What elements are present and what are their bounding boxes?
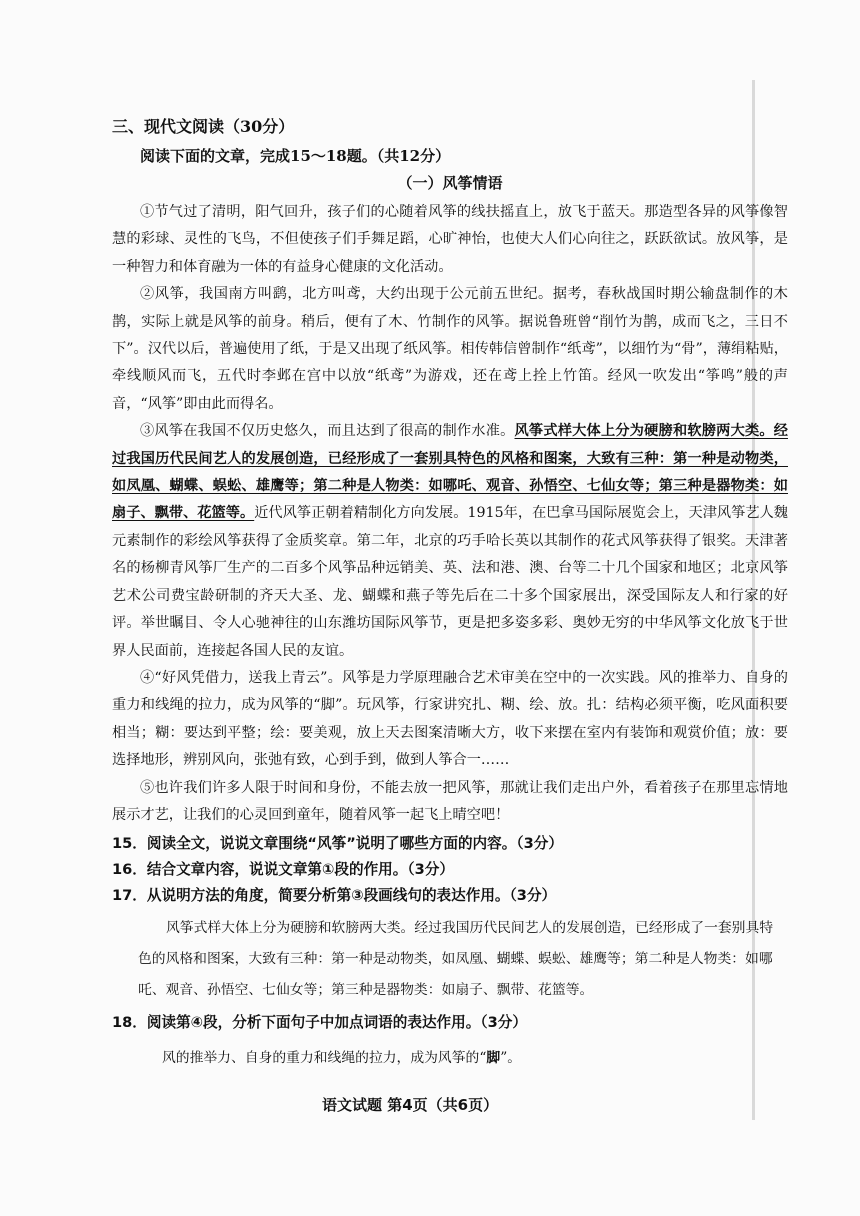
article-title: （一）风筝情语 — [397, 174, 503, 192]
paragraph-3-start: ③风筝在我国不仅历史悠久，而且达到了很高的制作水准。 — [140, 423, 515, 440]
question-17: 17．从说明方法的角度，简要分析第③段画线句的表达作用。（3分） — [112, 887, 557, 905]
question-15: 15．阅读全文，说说文章围绕“风筝”说明了哪些方面的内容。（3分） — [112, 835, 563, 853]
paragraph-2: ②风筝，我国南方叫鹞，北方叫鸢，大约出现于公元前五世纪。据考，春秋战国时期公输盘制作的木鹊，实际上就是风筝的前身。稍后，便有了木、竹制作的风筝。据说鲁班曾“削竹为鹊，成而飞之，三日不下”。汉代以后，普遍使用了纸，于是又出现了纸风筝。相传韩信曾制作“纸鸢”，以细竹为“骨”，薄绢粘贴，牵线顺风而飞，五代时李邺在宫中以放“纸鸢”为游戏，还在鸢上拴上竹笛。经风一吹发出“筝鸣”般的声音，“风筝”即由此而得名。 — [112, 286, 788, 412]
paragraph-3-underlined-sentence: 风筝式样大体上分为硬膀和软膀两大类。经过我国历代民间艺人的发展创造，已经形成了一套别具特色的风格和图案，大致有三种：第一种是动物类，如凤凰、蝴蝶、蜈蚣、雄鹰等；第二种是人物类：如哪吒、观音、孙悟空、七仙女等；第三种是器物类：如扇子、飘带、花篮等。 — [112, 423, 788, 522]
paragraph-1: ①节气过了清明，阳气回升，孩子们的心随着风筝的线扶摇直上，放飞于蓝天。那造型各异的风筝像智慧的彩球、灵性的飞鸟，不但使孩子们手舞足蹈，心旷神怡，也使大人们心向往之，跃跃欲试。放风筝，是一种智力和体育融为一体的有益身心健康的文化活动。 — [112, 204, 788, 275]
quote-18-post: ”。 — [500, 1050, 522, 1067]
quote-18-pre: 风的推举力、自身的重力和线绳的拉力，成为风筝的“ — [162, 1050, 487, 1067]
paragraph-3 — [112, 418, 788, 665]
question-16: 16．结合文章内容，说说文章第①段的作用。（3分） — [112, 861, 454, 879]
section-heading: 三、现代文阅读（30分） — [112, 117, 295, 136]
dotted-word: 脚 — [486, 1050, 501, 1067]
question-18-quote — [162, 1046, 788, 1066]
page-footer: 语文试题 第4页（共6页） — [322, 1096, 499, 1114]
paragraph-3-end: 近代风筝正朝着精制化方向发展。1915年，在巴拿马国际展览会上，天津风筝艺人魏元素制作的彩绘风筝获得了金质奖章。第二年，北京的巧手哈长英以其制作的花式风筝获得了银奖。天津著名的杨柳青风筝厂生产的二百多个风筝品种远销美、英、法和港、澳、台等二十几个国家和地区；北京风筝艺术公司费宝龄研制的齐天大圣、龙、蝴蝶和燕子等先后在二十多个国家展出，深受国际友人和行家的好评。举世瞩目、令人心驰神往的山东潍坊国际风筝节，更是把多姿多彩、奥妙无穷的中华风筝文化放飞于世界人民面前，连接起各国人民的友谊。 — [112, 505, 788, 659]
question-18: 18．阅读第④段，分析下面句子中加点词语的表达作用。（3分） — [112, 1014, 527, 1032]
page-content — [112, 114, 788, 1066]
section-instruction: 阅读下面的文章，完成15～18题。（共12分） — [140, 147, 451, 165]
paragraph-5: ⑤也许我们许多人限于时间和身份，不能去放一把风筝，那就让我们走出户外，看着孩子在那里忘情地展示才艺，让我们的心灵回到童年，随着风筝一起飞上晴空吧！ — [112, 779, 788, 823]
paragraph-4: ④“好风凭借力，送我上青云”。风筝是力学原理融合艺术审美在空中的一次实践。风的推举力、自身的重力和线绳的拉力，成为风筝的“脚”。玩风筝，行家讲究扎、糊、绘、放。扎：结构必须平衡，吃风面积要相当；糊：要达到平整；绘：要美观，放上天去图案清晰大方，收下来摆在室内有装饰和观赏价值；放：要选择地形，辨别风向，张弛有致，心到手到，做到人筝合一…… — [112, 669, 788, 769]
question-17-quote: 风筝式样大体上分为硬膀和软膀两大类。经过我国历代民间艺人的发展创造，已经形成了一套别具特色的风格和图案，大致有三种：第一种是动物类，如凤凰、蝴蝶、蜈蚣、雄鹰等；第二种是人物类：如哪吒、观音、孙悟空、七仙女等；第三种是器物类：如扇子、飘带、花篮等。 — [138, 920, 774, 999]
